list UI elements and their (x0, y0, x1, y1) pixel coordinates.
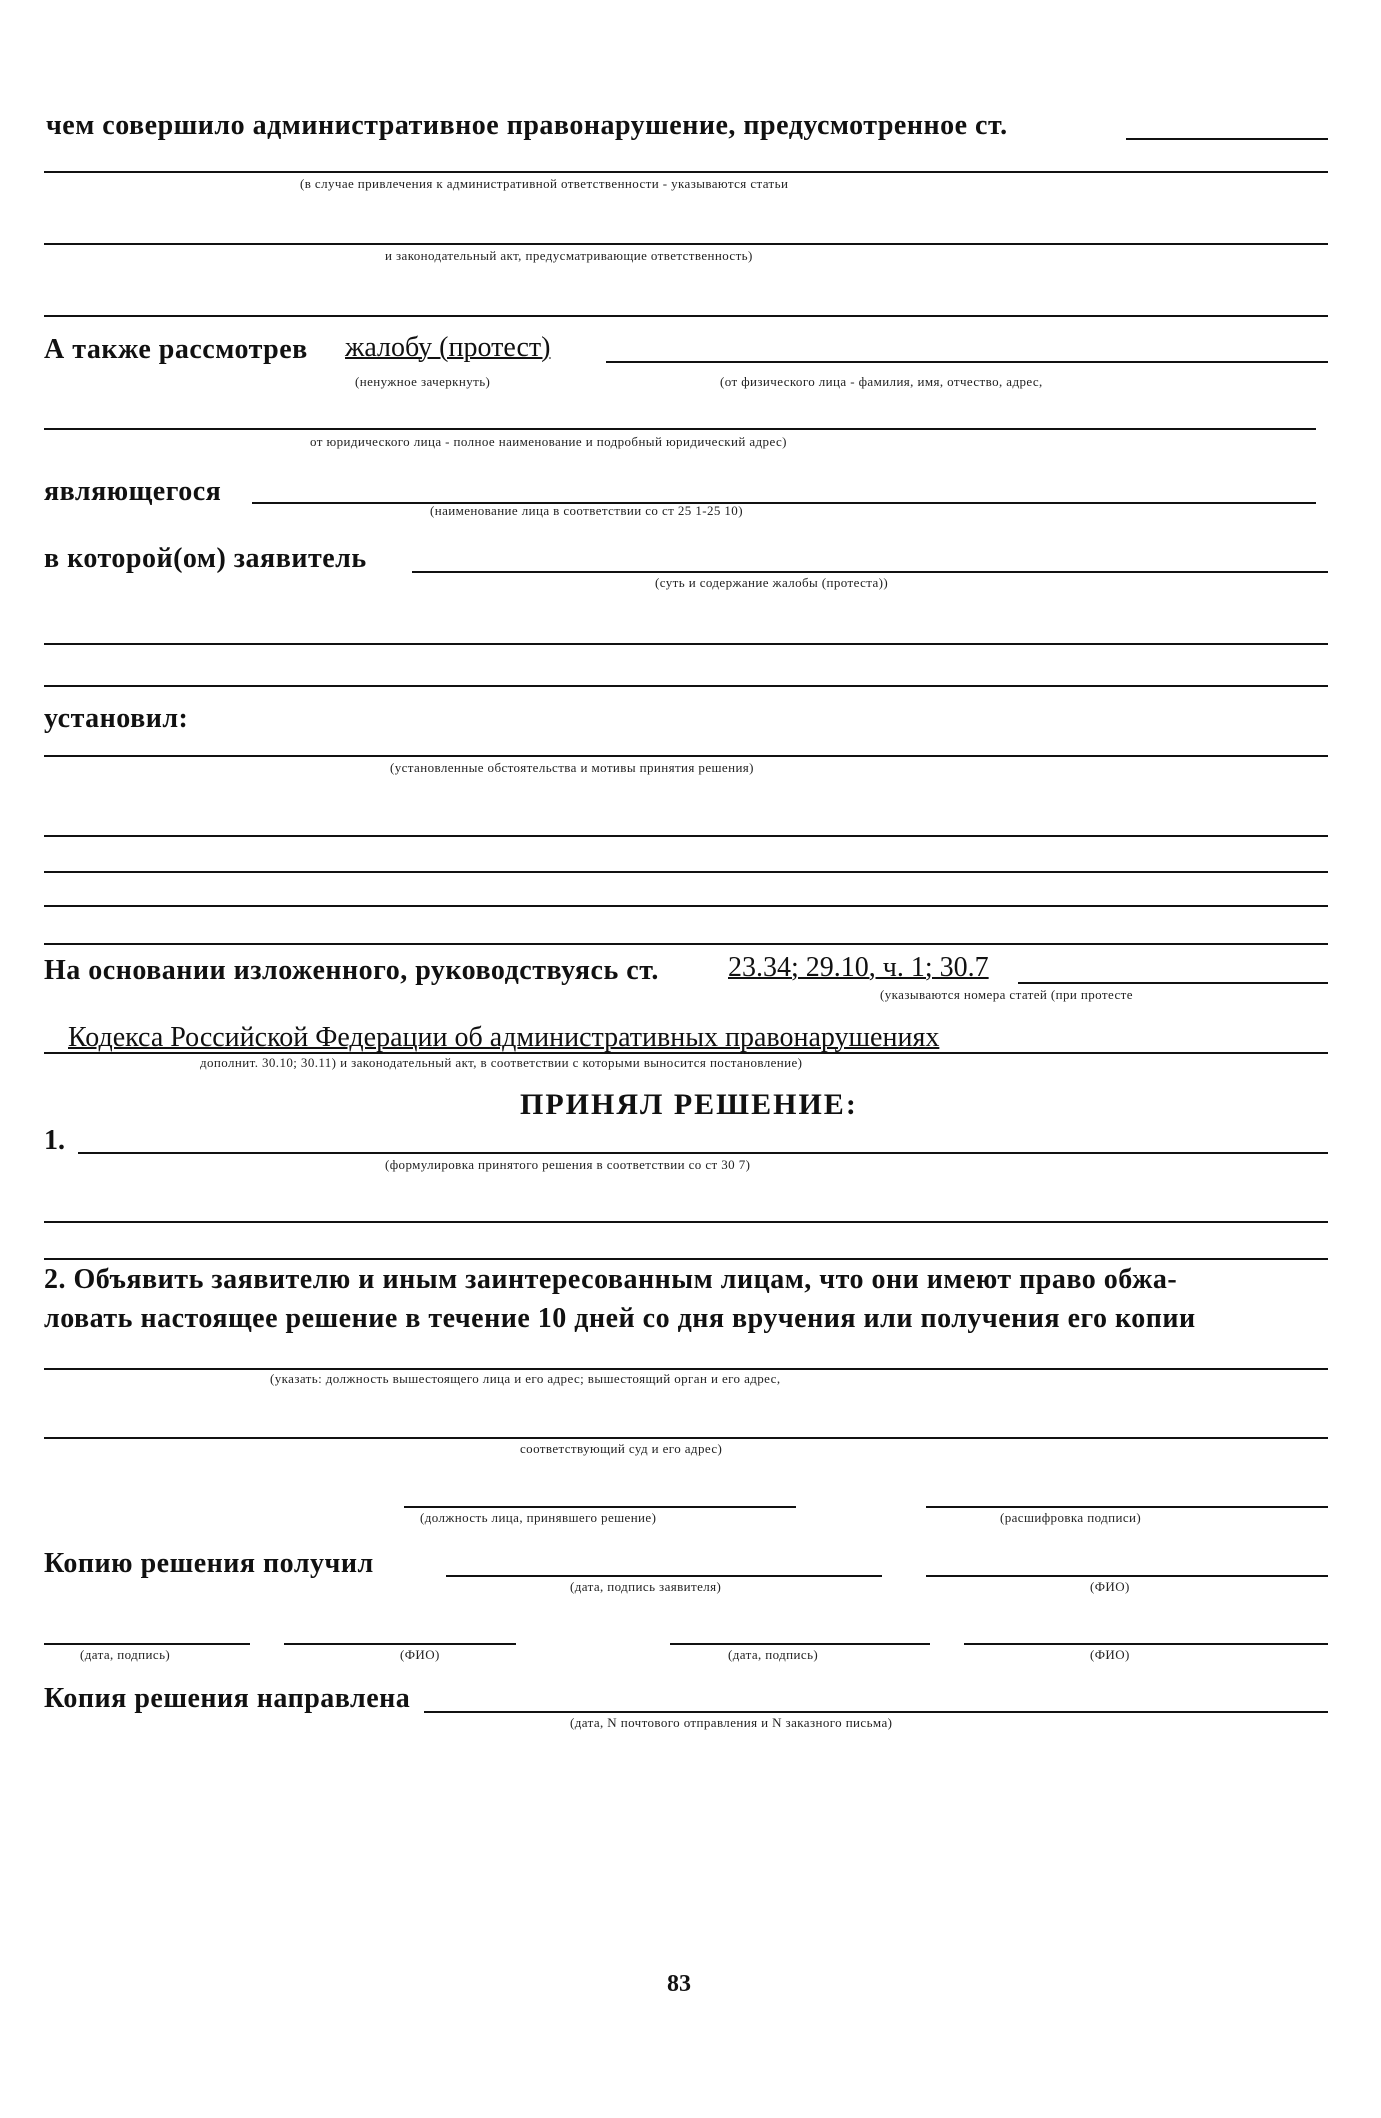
basis-field[interactable] (1018, 982, 1328, 984)
caption-fio-2: (ФИО) (400, 1647, 440, 1662)
basis-label: На основании изложенного, руководствуясь ст. (44, 955, 659, 986)
caption-position: (должность лица, принявшего решение) (420, 1510, 657, 1525)
copy-sent-field[interactable] (424, 1711, 1328, 1713)
article-line-2[interactable] (44, 171, 1328, 173)
applicant-signature-field[interactable] (446, 1575, 882, 1577)
caption-formulation: (формулировка принятого решения в соответствии со ст 30 7) (385, 1157, 751, 1172)
caption-articles: (указываются номера статей (при протесте (880, 987, 1133, 1002)
established-line-5[interactable] (44, 943, 1328, 945)
decision-heading: ПРИНЯЛ РЕШЕНИЕ: (520, 1088, 858, 1121)
item1-number: 1. (44, 1125, 65, 1156)
caption-essence: (суть и содержание жалобы (протеста)) (655, 575, 889, 590)
legal-entity-line[interactable] (44, 428, 1316, 430)
item1-line-2[interactable] (44, 1221, 1328, 1223)
code-line[interactable] (44, 1052, 1328, 1054)
offense-article-label: чем совершило административное правонарушение, предусмотренное ст. (46, 110, 1008, 141)
caption-sent: (дата, N почтового отправления и N заказного письма) (570, 1715, 893, 1730)
caption-person: (от физического лица - фамилия, имя, отчество, адрес, (720, 374, 1043, 389)
fio-field-2[interactable] (284, 1643, 516, 1645)
caption-date-sig-1: (дата, подпись) (80, 1647, 171, 1662)
established-line-3[interactable] (44, 871, 1328, 873)
complaint-person-field[interactable] (606, 361, 1328, 363)
appeal-line-2[interactable] (44, 1437, 1328, 1439)
caption-legal: от юридического лица - полное наименование и подробный юридический адрес) (310, 434, 787, 449)
established-line-1[interactable] (44, 755, 1328, 757)
date-signature-field-2[interactable] (670, 1643, 930, 1645)
signature-decode-field[interactable] (926, 1506, 1328, 1508)
caption-strike: (ненужное зачеркнуть) (355, 374, 491, 389)
essence-line-3[interactable] (44, 685, 1328, 687)
position-field[interactable] (404, 1506, 796, 1508)
caption-code: дополнит. 30.10; 30.11) и законодательный акт, в соответствии с которыми выносится постановление) (200, 1055, 803, 1070)
caption-date-sig-2: (дата, подпись) (728, 1647, 819, 1662)
caption-fio-1: (ФИО) (1090, 1579, 1130, 1594)
item1-line-3[interactable] (44, 1258, 1328, 1260)
applicant-field[interactable] (412, 571, 1328, 573)
copy-sent-label: Копия решения направлена (44, 1683, 411, 1714)
established-line-2[interactable] (44, 835, 1328, 837)
established-line-4[interactable] (44, 905, 1328, 907)
caption-court: соответствующий суд и его адрес) (520, 1441, 723, 1456)
copy-received-label: Копию решения получил (44, 1548, 374, 1579)
code-value: Кодекса Российской Федерации об административных правонарушениях (68, 1022, 940, 1053)
also-considered-label: А также рассмотрев (44, 334, 308, 365)
essence-line-2[interactable] (44, 643, 1328, 645)
complaint-value: жалобу (протест) (345, 332, 551, 363)
appeal-line-1[interactable] (44, 1368, 1328, 1370)
fio-field-3[interactable] (964, 1643, 1328, 1645)
established-label: установил: (44, 703, 189, 734)
caption-date-sig-applicant: (дата, подпись заявителя) (570, 1579, 722, 1594)
law-line[interactable] (44, 243, 1328, 245)
caption-circumstances: (установленные обстоятельства и мотивы принятия решения) (390, 760, 754, 775)
article-field[interactable] (1126, 138, 1328, 140)
being-field[interactable] (252, 502, 1316, 504)
caption-law: и законодательный акт, предусматривающие ответственность) (385, 248, 753, 263)
applicant-fio-field[interactable] (926, 1575, 1328, 1577)
caption-being: (наименование лица в соответствии со ст 25 1-25 10) (430, 503, 743, 518)
caption-signature-decode: (расшифровка подписи) (1000, 1510, 1142, 1525)
date-signature-field-1[interactable] (44, 1643, 250, 1645)
page-number: 83 (667, 1971, 691, 1997)
item2-text-2: ловать настоящее решение в течение 10 дней со дня вручения или получения его копии (44, 1303, 1196, 1334)
being-label: являющегося (44, 476, 222, 507)
caption-article: (в случае привлечения к административной ответственности - указываются статьи (300, 176, 789, 191)
blank-line-1[interactable] (44, 315, 1328, 317)
caption-fio-3: (ФИО) (1090, 1647, 1130, 1662)
item1-field[interactable] (78, 1152, 1328, 1154)
caption-official: (указать: должность вышестоящего лица и его адрес; вышестоящий орган и его адрес, (270, 1371, 781, 1386)
item2-text-1: 2. Объявить заявителю и иным заинтересованным лицам, что они имеют право обжа- (44, 1264, 1178, 1295)
applicant-label: в которой(ом) заявитель (44, 543, 367, 574)
basis-articles-value: 23.34; 29.10, ч. 1; 30.7 (728, 952, 989, 983)
